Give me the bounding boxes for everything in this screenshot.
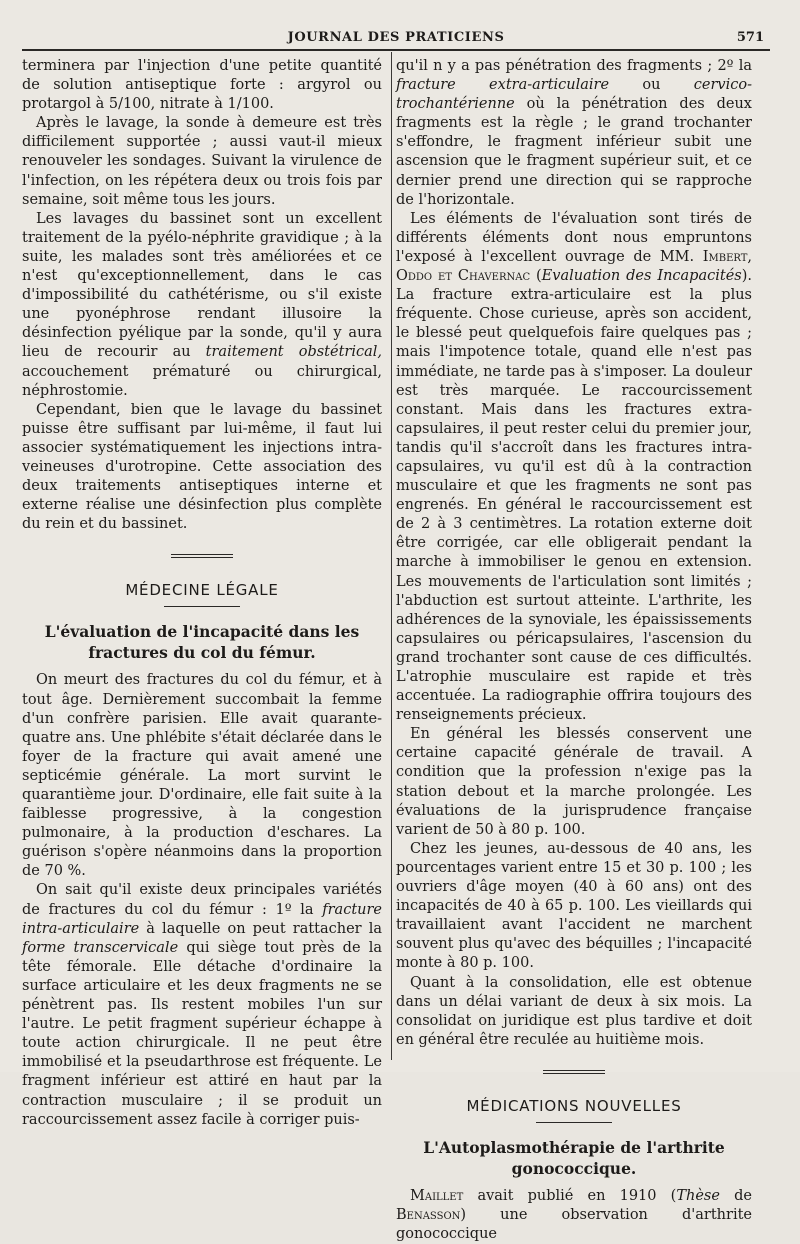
text-run: (: [530, 268, 542, 285]
text-run: ou: [609, 77, 694, 94]
section-divider: [543, 1070, 605, 1075]
paragraph: Quant à la consolidation, elle est obtenue dans un délai variant de deux à six mois. La consolidat on juridique est plus tardive et doit en général être reculée au huitième mois.: [396, 974, 752, 1048]
author-name: Benasson: [396, 1207, 461, 1224]
article-title: L'Autoplasmothérapie de l'arthrite gonococcique.: [423, 1137, 725, 1178]
paragraph: [22, 210, 382, 401]
section-rule: [536, 1122, 612, 1123]
text-run: Les éléments de l'évaluation sont tirés de différents éléments dont nous empruntons l'exposé à l'excellent ouvrage de MM.: [396, 210, 752, 265]
text-run: avait publié en 1910 (: [463, 1187, 677, 1204]
text-run: ) une observation d'arthrite gonococcique: [396, 1207, 752, 1243]
text-run: qui siège tout près de la tête fémorale. Elle détache d'ordinaire la surface articulaire et les deux fragments ne se pénètrent pas. Ils restent mobiles l'un sur l'autre. Le petit fragment supérieur échappe à toute action chirurgicale. Il ne peut être immobilisé et la pseudarthrose est fréquente. Le fragment inférieur est attiré en haut par la contraction musculaire ; il se produit un raccourcissement assez facile à corriger puis-: [22, 939, 382, 1128]
paragraph: En général les blessés conservent une certaine capacité générale de travail. A condition que la profession n'exige pas la station debout et la marche prolongée. Les évaluations de la jurisprudence française varient de 50 à 80 p. 100.: [396, 726, 752, 838]
text-run: accouchement prématuré ou chirurgical, néphrostomie.: [22, 363, 382, 399]
text-run: qu'il n y a pas pénétration des fragments ; 2º la: [396, 58, 752, 74]
left-column: [22, 57, 382, 1130]
text-run: ). La fracture extra-articulaire est la plus fréquente. Chose curieuse, après son accident, le blessé peut quelquefois faire quelques pas ; mais l'impotence totale, quand elle n'est pas immédiate, ne tarde pas à s'imposer. La douleur est très marquée. Le raccourcissement constant. Mais dans les fractures extra-capsulaires, il peut rester celui du premier jour, tandis qu'il s'accroît dans les fractures intra-capsulaires, vu qu'il est dû à la contraction musculaire et que les fragments ne sont pas engrenés. En général le raccourcissement est de 2 à 3 centimètres. La rotation externe doit être corrigée, car elle obligerait pendant la marche à immobiliser le genou en extension. Les mouvements de l'articulation sont limités ; l'abduction est surtout atteinte. L'arthrite, les adhérences de la synoviale, les épaississements capsulaires ou péricapsulaires, l'ascension du grand trochanter sont cause de ces difficultés. L'atrophie musculaire est rapide et très accentuée. La radiographie offrira toujours des renseignements précieux.: [396, 268, 752, 724]
paragraph: On meurt des fractures du col du fémur, et à tout âge. Dernièrement succombait la femme d'un confrère parisien. Elle avait quarante-quatre ans. Une phlébite s'était déclarée dans le foyer de la fracture qui avait amené une septicémie générale. La mort survint le quarantième jour. D'ordinaire, elle fait suite à la faiblesse progressive, à la congestion pulmonaire, à la production d'eschares. La guérison s'opère néanmoins dans la proportion de 70 %.: [22, 672, 382, 880]
paragraph: Après le lavage, la sonde à demeure est très difficilement supportée ; aussi vaut-il mieux renouveler les sondages. Suivant la virulence de l'infection, on les répétera deux ou trois fois par semaine, soit même tous les jours.: [22, 115, 382, 208]
text-run: où la pénétration des deux fragments est la règle ; le grand trochanter s'effondre, le fragment inférieur subit une ascension que le fragment supérieur suit, et ce dernier prend une direction qui se rapproche de l'horizontale.: [396, 96, 752, 208]
italic-run: traitement obstétrical,: [205, 344, 382, 361]
text-run: à laquelle on peut rattacher la: [139, 920, 382, 937]
section-title: MÉDICATIONS NOUVELLES: [466, 1096, 682, 1115]
paragraph: Cependant, bien que le lavage du bassinet puisse être suffisant par lui-même, il faut lui associer systématiquement les injections intra-veineuses d'urotropine. Cette association des deux traitements antiseptiques interne et externe réalise une désinfection plus complète du rein et du bassinet.: [22, 401, 382, 533]
text-run: On sait qu'il existe deux principales variétés de fractures du col du fémur : 1º la: [22, 882, 382, 918]
page-number: 571: [736, 30, 764, 45]
paragraph: [22, 881, 382, 1129]
article-title: L'évaluation de l'incapacité dans les fractures du col du fémur.: [44, 622, 360, 663]
text-run: Les lavages du bassinet sont un excellent traitement de la pyélo-néphrite gravidique ; à la suite, les malades sont très améliorées et ce n'est qu'exceptionnellement, dans le cas d'impossibilité du cathétérisme, ou s'il existe une pyonéphrose rendant illusoire la désinfection pyélique par la sonde, qu'il y aura lieu de recourir au: [22, 210, 382, 361]
author-names: Imbert, Oddo et Chavernac: [396, 248, 752, 285]
italic-run: cervico-trochantérienne: [396, 77, 752, 113]
paragraph: Chez les jeunes, au-dessous de 40 ans, les pourcentages varient entre 15 et 30 p. 100 ; les ouvriers d'âge moyen (40 à 60 ans) ont des incapacités de 40 à 65 p. 100. Les vieillards qui travaillaient avant l'accident ne marchent souvent plus qu'avec des béquilles ; l'incapacité monte à 80 p. 100.: [396, 840, 752, 972]
paragraph: [396, 210, 752, 726]
right-column: [396, 57, 752, 1244]
text-run: de: [719, 1187, 752, 1204]
italic-run: fracture extra-articulaire: [396, 77, 610, 94]
section-rule: [164, 606, 240, 607]
journal-title: JOURNAL DES PRATICIENS: [287, 30, 505, 45]
italic-run: forme transcervicale: [22, 939, 179, 956]
author-name: Maillet: [410, 1187, 464, 1204]
italic-run: fracture intra-articulaire: [22, 901, 382, 937]
italic-run: Thèse: [676, 1187, 720, 1204]
column-divider: [391, 52, 392, 1060]
header-rule: [22, 49, 770, 51]
page-header: [22, 28, 770, 50]
section-title: MÉDECINE LÉGALE: [125, 581, 279, 600]
paragraph: [396, 1187, 752, 1244]
section-divider: [171, 554, 233, 559]
spacer: [22, 663, 382, 671]
spacer: [396, 1179, 752, 1187]
paragraph: terminera par l'injection d'une petite quantité de solution antiseptique forte : argyrol ou protargol à 5/100, nitrate à 1/100.: [22, 58, 382, 113]
italic-run: Evaluation des Incapacités: [541, 268, 742, 285]
paragraph: [396, 57, 752, 210]
